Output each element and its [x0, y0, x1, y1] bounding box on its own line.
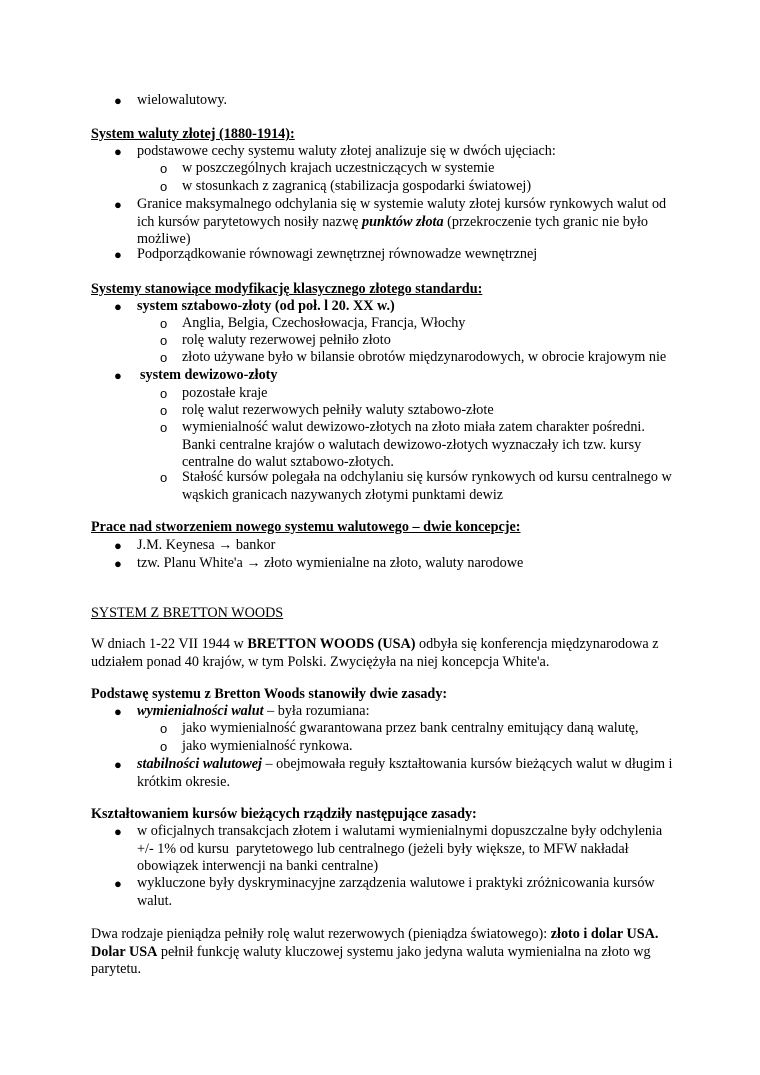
circle-bullet-icon: o: [160, 386, 168, 401]
bullet-icon: ●: [114, 368, 122, 383]
list-item: podstawowe cechy systemu waluty złotej analizuje się w dwóch ujęciach:: [137, 143, 556, 159]
sub-list-item: jako wymienialność rynkowa.: [182, 738, 353, 754]
text-line: w oficjalnych transakcjach złotem i walutami wymienialnymi dopuszczalne były odchylenia: [137, 823, 663, 839]
list-item-exchange-system: system dewizowo-złoty: [140, 367, 278, 383]
sub-list-item: jako wymienialność gwarantowana przez bank centralny emitujący daną walutę,: [182, 720, 639, 736]
bullet-icon: ●: [114, 538, 122, 553]
text-run: tzw. Planu White'a: [137, 555, 247, 571]
bullet-icon: ●: [114, 876, 122, 891]
subheading-rates: Kształtowaniem kursów bieżących rządziły następujące zasady:: [91, 806, 477, 822]
sub-list-item-convertibility: [182, 419, 677, 472]
text-run: złoto wymienialne na złoto, waluty narodowe: [260, 555, 524, 571]
text-line: [91, 636, 671, 654]
circle-bullet-icon: o: [160, 179, 168, 194]
text-line: [91, 926, 671, 944]
text-line: udziałem ponad 40 krajów, w tym Polski. Zwyciężyła na niej koncepcja White'a.: [91, 653, 550, 670]
circle-bullet-icon: o: [160, 721, 168, 736]
circle-bullet-icon: o: [160, 316, 168, 331]
text-line: Banki centralne krajów o walutach dewizowo-złotych wyznaczały ich tzw. kursy: [182, 436, 642, 453]
circle-bullet-icon: o: [160, 403, 168, 418]
bullet-icon: ●: [114, 197, 122, 212]
list-item-bullion-system: system sztabowo-złoty (od poł. l 20. XX w.): [137, 298, 395, 314]
emphasis-dollar: Dolar USA: [91, 943, 158, 960]
text-line: krótkim okresie.: [137, 773, 230, 790]
text-line: parytetu.: [91, 961, 142, 978]
list-item-convertibility: [137, 703, 672, 721]
arrow-right-icon: →: [246, 555, 261, 571]
bullet-icon: ●: [114, 144, 122, 159]
list-item-white: [137, 555, 672, 573]
text-line: +/- 1% od kursu parytetowego lub centralnego (jeżeli były większe, to MFW nakładał: [137, 840, 629, 857]
text-line: [137, 756, 677, 774]
list-item-stability: [137, 756, 677, 791]
sub-list-item: rolę walut rezerwowych pełniły waluty sztabowo-złote: [182, 402, 494, 418]
circle-bullet-icon: o: [160, 739, 168, 754]
circle-bullet-icon: o: [160, 470, 168, 485]
list-item-discrimination: [137, 875, 677, 910]
sub-list-item: złoto używane było w bilansie obrotów międzynarodowych, w obrocie krajowym nie: [182, 349, 667, 365]
emphasis-convertibility: wymienialności walut: [137, 703, 264, 719]
text-line: wykluczone były dyskryminacyjne zarządzenia walutowe i praktyki zróżnicowania kursów: [137, 875, 655, 891]
text-line: [137, 214, 672, 232]
list-item-gold-points: [137, 196, 672, 249]
sub-list-item: rolę waluty rezerwowej pełniło złoto: [182, 332, 391, 348]
text-run: Dwa rodzaje pieniądza pełniły rolę walut rezerwowych (pieniądza światowego):: [91, 926, 551, 942]
sub-list-item: pozostałe kraje: [182, 385, 268, 401]
text-run: – obejmowała reguły kształtowania kursów bieżących walut w długim i: [261, 756, 673, 772]
section-heading-concepts: Prace nad stworzeniem nowego systemu walutowego – dwie koncepcje:: [91, 519, 521, 535]
emphasis-bretton-woods: BRETTON WOODS (USA): [247, 636, 416, 652]
sub-list-item: Anglia, Belgia, Czechosłowacja, Francja, Włochy: [182, 315, 466, 331]
bullet-icon: ●: [114, 556, 122, 571]
text-run: ich kursów parytetowych nosiły nazwę: [137, 213, 362, 230]
text-run: (przekroczenie tych granic nie było: [443, 213, 649, 230]
emphasis-gold-points: punktów złota: [361, 213, 444, 230]
section-title-bretton-woods: SYSTEM Z BRETTON WOODS: [91, 605, 284, 621]
sub-list-item: w poszczególnych krajach uczestniczących w systemie: [182, 160, 495, 176]
emphasis-gold-dollar: złoto i dolar USA.: [550, 926, 659, 942]
text-line: centralne do walut sztabowo-złotych.: [182, 454, 394, 471]
list-item: wielowalutowy.: [137, 92, 228, 108]
text-line: wymienialność walut dewizowo-złotych na złoto miała zatem charakter pośredni.: [182, 419, 645, 435]
bullet-icon: ●: [114, 704, 122, 719]
list-item-deviations: [137, 823, 677, 876]
circle-bullet-icon: o: [160, 333, 168, 348]
list-item: Podporządkowanie równowagi zewnętrznej równowadze wewnętrznej: [137, 246, 538, 262]
text-run: J.M. Keynesa: [137, 537, 219, 553]
bullet-icon: ●: [114, 299, 122, 314]
bullet-icon: ●: [114, 824, 122, 839]
paragraph-reserve-currencies: [91, 926, 671, 979]
list-item-keynes: [137, 537, 672, 555]
text-run: W dniach 1-22 VII 1944 w: [91, 636, 248, 652]
emphasis-stability: stabilności walutowej: [137, 756, 262, 772]
bullet-icon: ●: [114, 93, 122, 108]
text-line: możliwe): [137, 231, 191, 248]
text-line: wąskich granicach nazywanych złotymi punktami dewiz: [182, 486, 504, 503]
circle-bullet-icon: o: [160, 161, 168, 176]
text-line: Stałość kursów polegała na odchylaniu się kursów rynkowych od kursu centralnego w: [182, 469, 672, 485]
arrow-right-icon: →: [218, 537, 233, 553]
circle-bullet-icon: o: [160, 350, 168, 365]
section-heading-gold-standard: System waluty złotej (1880-1914):: [91, 126, 295, 142]
sub-list-item: w stosunkach z zagranicą (stabilizacja gospodarki światowej): [182, 178, 532, 194]
section-heading-modifications: Systemy stanowiące modyfikację klasycznego złotego standardu:: [91, 281, 483, 297]
bullet-icon: ●: [114, 757, 122, 772]
text-line: Granice maksymalnego odchylania się w systemie waluty złotej kursów rynkowych walut od: [137, 196, 667, 212]
text-line: walut.: [137, 892, 173, 909]
text-line: obowiązek interwencji na banki centralne): [137, 858, 379, 875]
circle-bullet-icon: o: [160, 420, 168, 435]
text-line: [91, 944, 671, 962]
subheading-principles: Podstawę systemu z Bretton Woods stanowiły dwie zasady:: [91, 686, 448, 702]
text-run: pełnił funkcję waluty kluczowej systemu jako jedyna waluta wymienialna na złoto wg: [157, 943, 651, 960]
text-run: – była rozumiana:: [263, 703, 370, 719]
bullet-icon: ●: [114, 247, 122, 262]
paragraph-intro: [91, 636, 671, 671]
sub-list-item-stability: [182, 469, 677, 504]
text-run: bankor: [232, 537, 276, 553]
text-run: odbyła się konferencja międzynarodowa z: [415, 636, 659, 652]
